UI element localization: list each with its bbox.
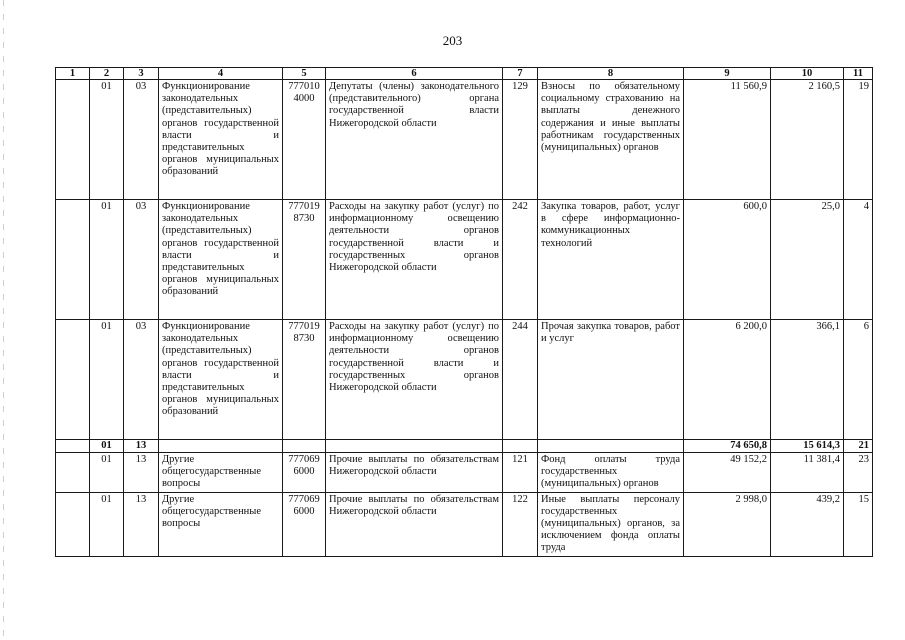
- cell-percent: 23: [844, 453, 873, 493]
- cell-section: 01: [90, 492, 124, 556]
- cell-expense-type: 129: [503, 80, 538, 200]
- header-row: [56, 68, 873, 80]
- table-row: [56, 492, 873, 556]
- table-row: [56, 200, 873, 320]
- cell-section: 01: [90, 200, 124, 320]
- header-col-1: 1: [56, 68, 90, 80]
- cell-target-name: Расходы на закупку работ (услуг) по информационному освещению деятельности органов государственной власти и государственных органов Нижегородской области: [326, 200, 503, 320]
- cell-subsection-name: Другие общегосударственные вопросы: [159, 492, 283, 556]
- cell-subsection-name: Другие общегосударственные вопросы: [159, 453, 283, 493]
- header-col-5: 5: [283, 68, 326, 80]
- cell-amount-plan: 6 200,0: [684, 320, 771, 440]
- cell-target-code: 7770104000: [283, 80, 326, 200]
- cell-percent: 21: [844, 440, 873, 453]
- cell-amount-actual: 15 614,3: [771, 440, 844, 453]
- header-col-6: 6: [326, 68, 503, 80]
- cell-expense-type: 244: [503, 320, 538, 440]
- cell-subsection: 03: [124, 80, 159, 200]
- cell-target-code: 7770696000: [283, 453, 326, 493]
- cell-amount-plan: 2 998,0: [684, 492, 771, 556]
- cell-subsection: 13: [124, 453, 159, 493]
- budget-table: [55, 67, 873, 557]
- cell-amount-actual: 25,0: [771, 200, 844, 320]
- cell-expense-type-name: Иные выплаты персоналу государственных (муниципальных) органов, за исключением фонда оплаты труда: [538, 492, 684, 556]
- cell-col-1: [56, 200, 90, 320]
- cell-col-1: [56, 492, 90, 556]
- cell-target-code: 7770198730: [283, 320, 326, 440]
- cell-subsection: 03: [124, 320, 159, 440]
- cell-target-name: Депутаты (члены) законодательного (представительного) органа государственной власти Нижегородской области: [326, 80, 503, 200]
- cell-target-name: Прочие выплаты по обязательствам Нижегородской области: [326, 453, 503, 493]
- cell-subsection-name: [159, 440, 283, 453]
- cell-target-code: 7770198730: [283, 200, 326, 320]
- cell-section: 01: [90, 440, 124, 453]
- cell-expense-type: 122: [503, 492, 538, 556]
- cell-amount-plan: 600,0: [684, 200, 771, 320]
- cell-target-code: [283, 440, 326, 453]
- cell-subsection-name: Функционирование законодательных (представительных) органов государственной власти и представительных органов муниципальных образований: [159, 200, 283, 320]
- cell-expense-type: 242: [503, 200, 538, 320]
- table-row: [56, 320, 873, 440]
- cell-percent: 19: [844, 80, 873, 200]
- cell-amount-actual: 439,2: [771, 492, 844, 556]
- cell-target-code: 7770696000: [283, 492, 326, 556]
- cell-percent: 15: [844, 492, 873, 556]
- header-col-3: 3: [124, 68, 159, 80]
- cell-col-1: [56, 453, 90, 493]
- cell-target-name: [326, 440, 503, 453]
- subtotal-row: [56, 440, 873, 453]
- header-col-11: 11: [844, 68, 873, 80]
- cell-amount-actual: 2 160,5: [771, 80, 844, 200]
- page-number: 203: [442, 33, 463, 48]
- cell-amount-actual: 11 381,4: [771, 453, 844, 493]
- cell-expense-type-name: [538, 440, 684, 453]
- table-row: [56, 453, 873, 493]
- cell-target-name: Прочие выплаты по обязательствам Нижегородской области: [326, 492, 503, 556]
- cell-expense-type-name: Прочая закупка товаров, работ и услуг: [538, 320, 684, 440]
- cell-section: 01: [90, 80, 124, 200]
- cell-expense-type-name: Взносы по обязательному социальному страхованию на выплаты денежного содержания и иные выплаты работникам государственных (муниципальных) органов: [538, 80, 684, 200]
- header-col-4: 4: [159, 68, 283, 80]
- cell-subsection: 13: [124, 440, 159, 453]
- scan-edge-mark: [3, 0, 4, 640]
- header-col-10: 10: [771, 68, 844, 80]
- table-row: [56, 80, 873, 200]
- cell-expense-type: [503, 440, 538, 453]
- cell-section: 01: [90, 453, 124, 493]
- cell-col-1: [56, 80, 90, 200]
- cell-expense-type-name: Закупка товаров, работ, услуг в сфере информационно-коммуникационных технологий: [538, 200, 684, 320]
- cell-subsection: 03: [124, 200, 159, 320]
- cell-amount-plan: 49 152,2: [684, 453, 771, 493]
- cell-section: 01: [90, 320, 124, 440]
- cell-subsection: 13: [124, 492, 159, 556]
- cell-percent: 4: [844, 200, 873, 320]
- cell-amount-plan: 11 560,9: [684, 80, 771, 200]
- cell-col-1: [56, 320, 90, 440]
- header-col-8: 8: [538, 68, 684, 80]
- cell-amount-plan: 74 650,8: [684, 440, 771, 453]
- cell-target-name: Расходы на закупку работ (услуг) по информационному освещению деятельности органов государственной власти и государственных органов Нижегородской области: [326, 320, 503, 440]
- cell-subsection-name: Функционирование законодательных (представительных) органов государственной власти и представительных органов муниципальных образований: [159, 320, 283, 440]
- cell-subsection-name: Функционирование законодательных (представительных) органов государственной власти и представительных органов муниципальных образований: [159, 80, 283, 200]
- header-col-7: 7: [503, 68, 538, 80]
- cell-percent: 6: [844, 320, 873, 440]
- cell-expense-type-name: Фонд оплаты труда государственных (муниципальных) органов: [538, 453, 684, 493]
- cell-col-1: [56, 440, 90, 453]
- cell-amount-actual: 366,1: [771, 320, 844, 440]
- header-col-2: 2: [90, 68, 124, 80]
- header-col-9: 9: [684, 68, 771, 80]
- cell-expense-type: 121: [503, 453, 538, 493]
